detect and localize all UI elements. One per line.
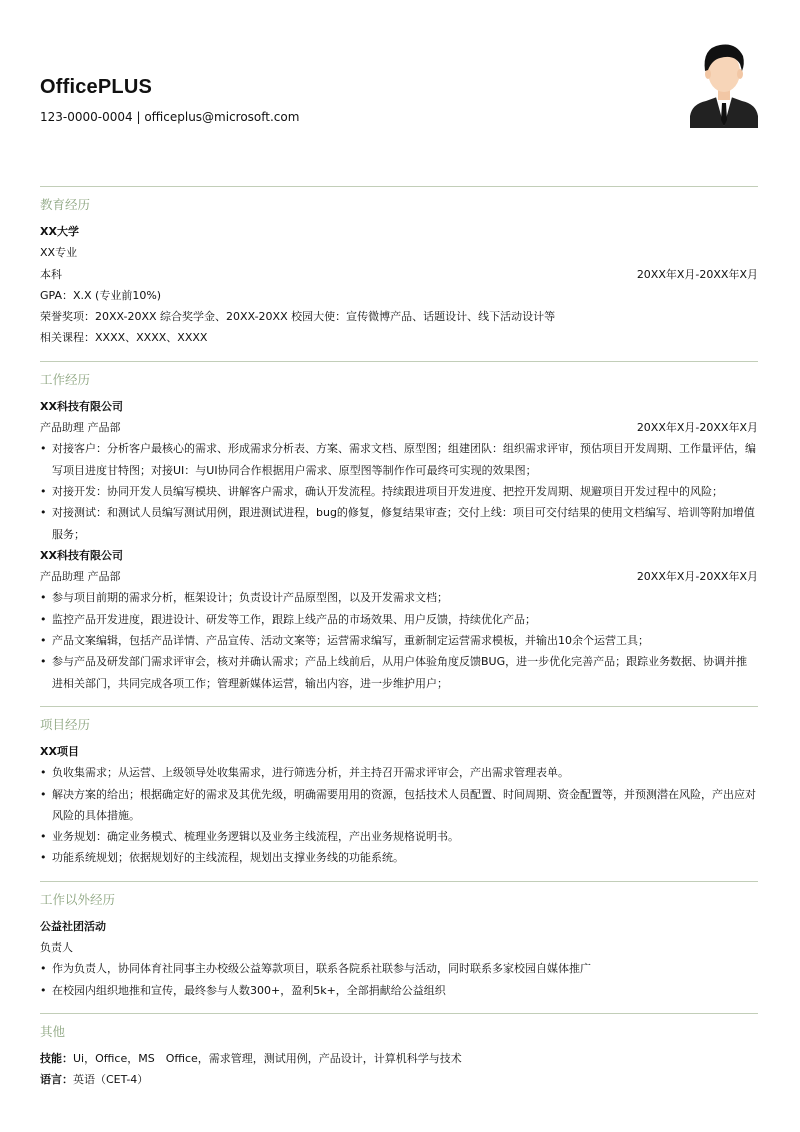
list-item: • 对接开发：协同开发人员编写模块、讲解客户需求，确认开发流程。持续跟进项目开发进度、把控开发周期、规避项目开发过程中的风险；	[40, 481, 758, 502]
language-row	[40, 1069, 758, 1090]
other-section	[40, 1013, 758, 1091]
gpa: GPA：X.X (专业前10%)	[40, 288, 162, 302]
honors: 荣誉奖项：20XX-20XX 综合奖学金、20XX-20XX 校园大使：宣传微博产品、话题设计、线下活动设计等	[40, 310, 556, 324]
list-item: • 对接测试：和测试人员编写测试用例，跟进测试进程，bug的修复，修复结果审查；交付上线：项目可交付结果的使用文档编写、培训等附加增值服务；	[40, 502, 758, 545]
education-header	[40, 186, 758, 213]
project-name: XX项目	[40, 744, 79, 758]
other-header	[40, 1013, 758, 1040]
role-row	[40, 417, 758, 438]
list-item: • 解决方案的给出；根据确定好的需求及其优先级，明确需要用用的资源，包括技术人员配置、时间周期、资金配置等，并预测潜在风险，产出应对风险的具体措施。	[40, 784, 758, 827]
project-section	[40, 706, 758, 869]
skills-row	[40, 1048, 758, 1069]
work-section	[40, 361, 758, 694]
contact-info: 123-0000-0004 | officeplus@microsoft.com	[40, 110, 300, 124]
candidate-name: OfficePLUS	[40, 76, 153, 98]
extra-bullets	[40, 958, 758, 1001]
list-item: • 参与项目前期的需求分析，框架设计；负责设计产品原型图，以及开发需求文档；	[40, 587, 758, 608]
project-header	[40, 706, 758, 733]
skills-value: Ui，Office，MS Office，需求管理，测试用例，产品设计，计算机科学与技术	[73, 1051, 462, 1065]
job-bullets	[40, 438, 758, 544]
section-title: 项目经历	[40, 716, 91, 732]
courses: 相关课程：XXXX、XXXX、XXXX	[40, 331, 208, 345]
list-item: • 作为负责人，协同体育社同事主办校级公益筹款项目，联系各院系社联参与活动，同时联系多家校园自媒体推广	[40, 958, 758, 979]
education-section	[40, 186, 758, 349]
list-item: • 产品文案编辑，包括产品详情、产品宣传、活动文案等；运营需求编写，重新制定运营需求模板，并输出10余个运营工具；	[40, 630, 758, 651]
list-item: • 监控产品开发进度，跟进设计、研发等工作，跟踪上线产品的市场效果、用户反馈，持续优化产品；	[40, 609, 758, 630]
degree: 本科	[40, 267, 62, 281]
list-item: • 对接客户：分析客户最核心的需求、形成需求分析表、方案、需求文档、原型图；组建团队：组织需求评审，预估项目开发周期、工作量评估，编写项目进度甘特图；对接UI：与UI协同合作根据用户需求、原型图等制作作可最终可实现的效果图；	[40, 438, 758, 481]
job-entry	[40, 545, 758, 694]
list-item: • 在校园内组织地推和宣传，最终参与人数300+，盈利5k+，全部捐献给公益组织	[40, 980, 758, 1001]
education-date: 20XX年X月-20XX年X月	[636, 267, 758, 281]
section-title: 其他	[40, 1023, 66, 1039]
project-bullets	[40, 762, 758, 868]
org-role: 负责人	[40, 941, 73, 955]
org-name: 公益社团活动	[40, 919, 106, 933]
section-title: 工作以外经历	[40, 891, 116, 907]
language-value: 英语（CET-4）	[73, 1073, 149, 1087]
extra-header	[40, 881, 758, 908]
section-title: 工作经历	[40, 371, 91, 387]
job-date: 20XX年X月-20XX年X月	[636, 421, 758, 435]
school-name: XX大学	[40, 225, 79, 238]
job-bullets	[40, 587, 758, 693]
work-header	[40, 361, 758, 388]
list-item: • 功能系统规划；依据规划好的主线流程，规划出支撑业务线的功能系统。	[40, 847, 758, 868]
role-row	[40, 566, 758, 587]
person-avatar-icon	[690, 40, 758, 128]
job-role: 产品助理 产品部	[40, 421, 121, 435]
list-item: • 参与产品及研发部门需求评审会，核对并确认需求；产品上线前后，从用户体验角度反馈BUG，进一步优化完善产品；跟踪业务数据、协调并推进相关部门，共同完成各项工作；管理新媒体运营，输出内容，进一步维护用户；	[40, 651, 758, 694]
degree-row	[40, 264, 758, 285]
job-role: 产品助理 产品部	[40, 570, 121, 584]
resume-content	[40, 186, 758, 1103]
skills-label: 技能：	[40, 1051, 73, 1065]
list-item: • 业务规划：确定业务模式、梳理业务逻辑以及业务主线流程，产出业务规格说明书。	[40, 826, 758, 847]
company-name: XX科技有限公司	[40, 399, 123, 413]
extra-section	[40, 881, 758, 1001]
major: XX专业	[40, 246, 78, 260]
list-item: • 负收集需求；从运营、上级领导处收集需求，进行筛选分析，并主持召开需求评审会，产出需求管理表单。	[40, 762, 758, 783]
section-title: 教育经历	[40, 197, 91, 212]
job-date: 20XX年X月-20XX年X月	[636, 570, 758, 584]
company-name: XX科技有限公司	[40, 548, 123, 562]
job-entry	[40, 396, 758, 545]
language-label: 语言：	[40, 1073, 73, 1087]
